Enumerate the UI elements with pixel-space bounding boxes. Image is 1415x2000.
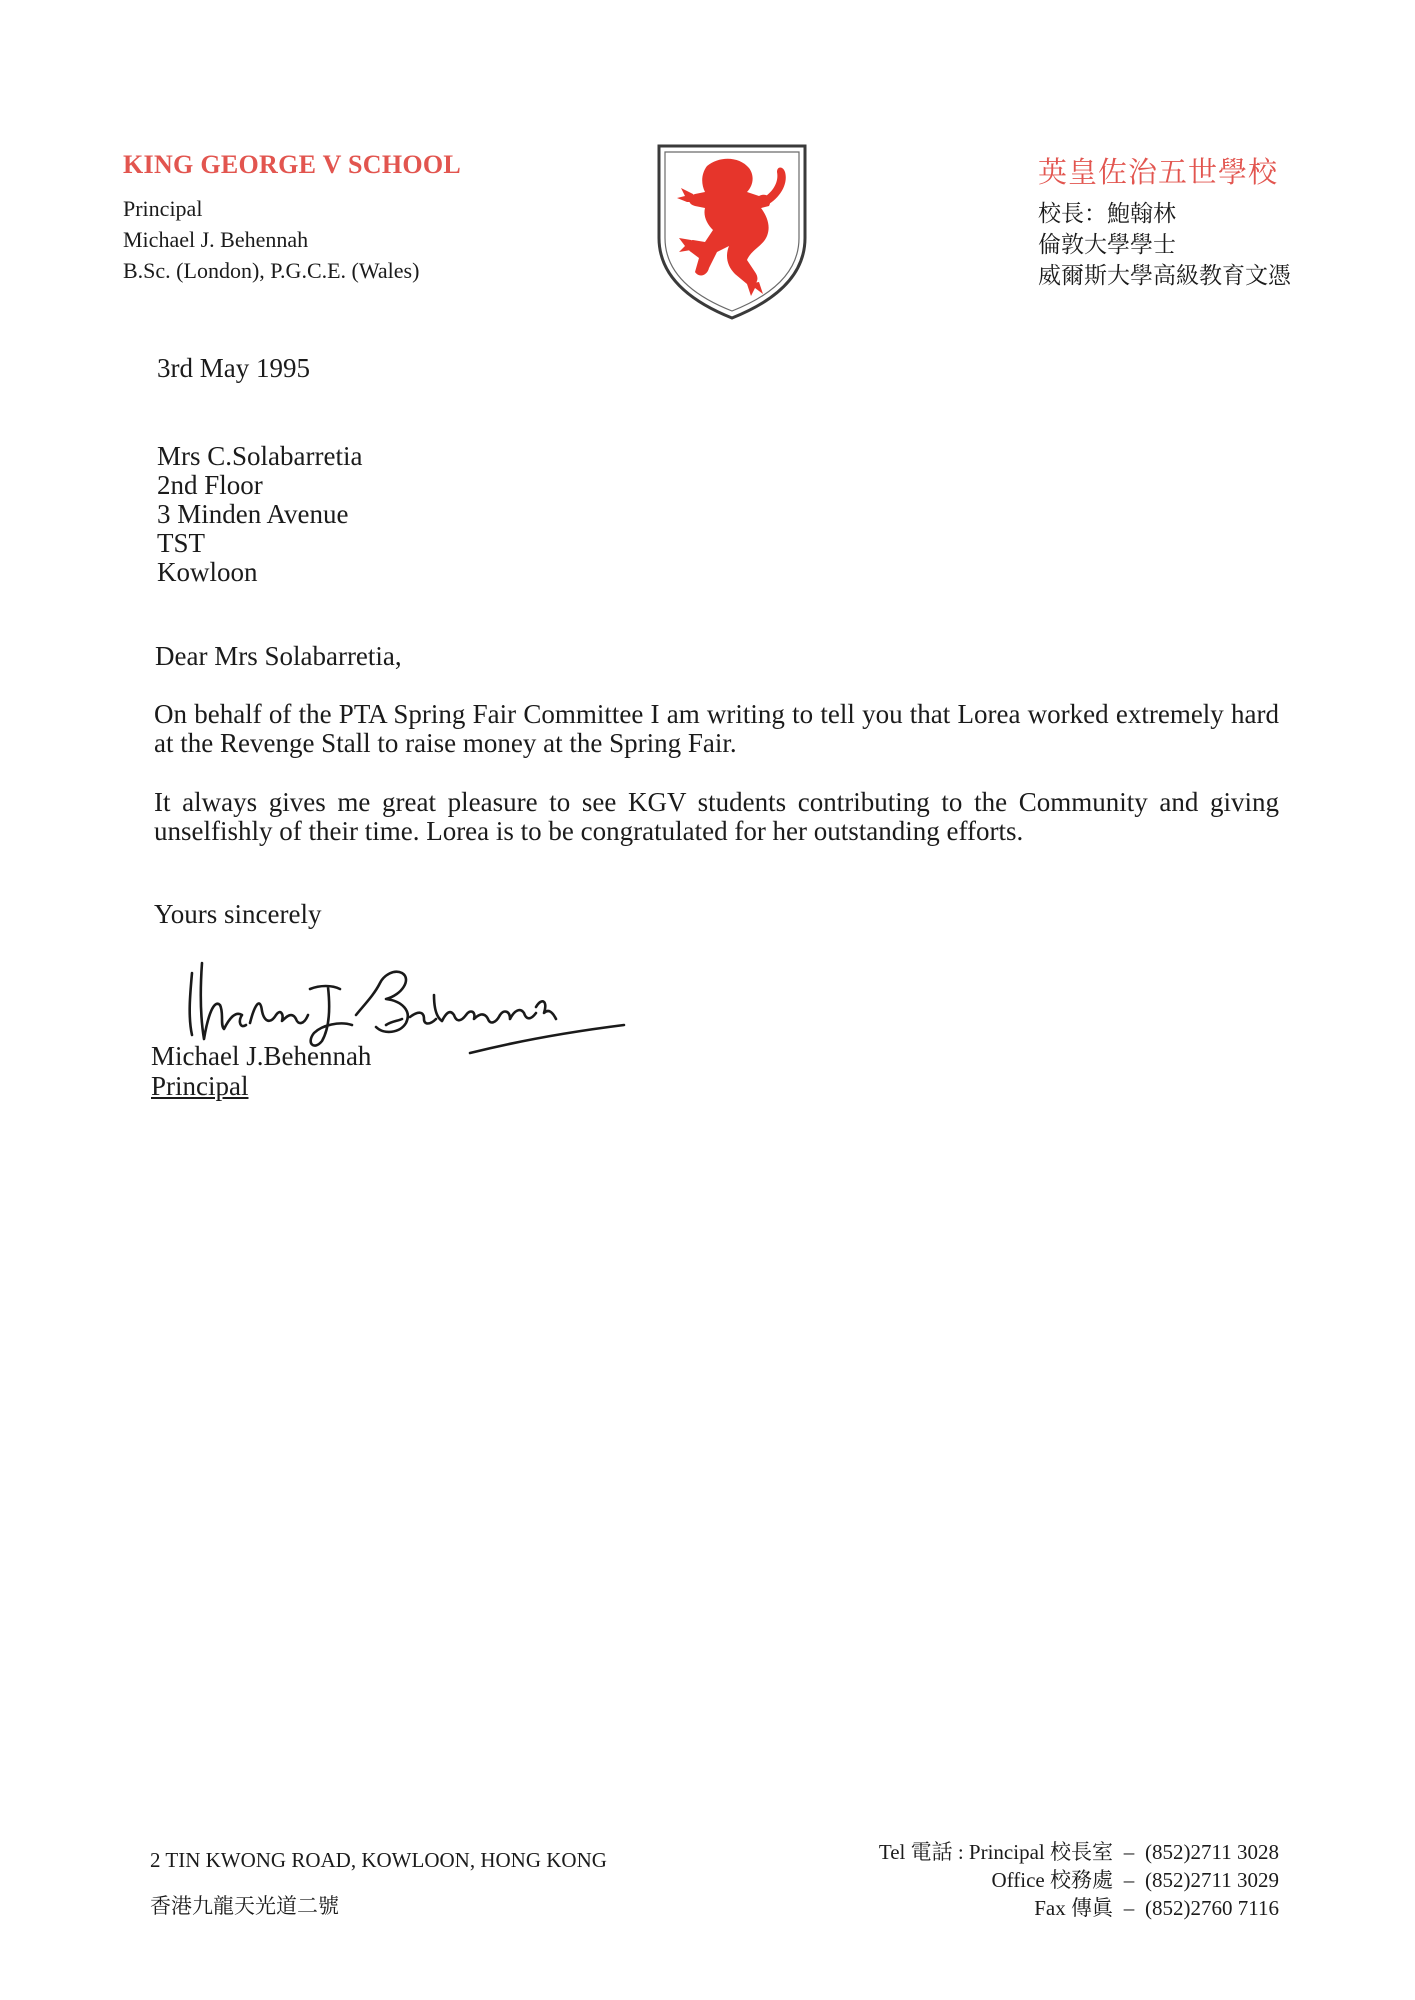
recipient-line: 2nd Floor — [157, 470, 263, 500]
body-paragraph: It always gives me great pleasure to see KGV students contributing to the Community and giving unselfishly of their time. Lorea is to be congratulated for her outstanding efforts. — [154, 787, 1279, 846]
closing: Yours sincerely — [154, 899, 322, 929]
footer-contacts — [879, 1838, 1289, 1922]
letter-date: 3rd May 1995 — [157, 353, 310, 383]
contact-row — [879, 1866, 1289, 1894]
cn-line-1: 校長：鮑翰林 — [1038, 201, 1176, 226]
recipient-line: Kowloon — [157, 557, 258, 587]
contact-label: Fax 傳眞 — [1034, 1896, 1113, 1920]
recipient-line: 3 Minden Avenue — [157, 499, 349, 529]
contact-number: (852)2711 3028 — [1145, 1840, 1279, 1864]
contact-label: Office 校務處 — [991, 1868, 1113, 1892]
school-name: KING GEORGE V SCHOOL — [123, 150, 462, 179]
principal-label: Principal — [123, 196, 203, 221]
cn-line-3: 威爾斯大學高級教育文憑 — [1038, 263, 1291, 288]
contact-dash: – — [1123, 1840, 1135, 1864]
footer-address-chinese: 香港九龍天光道二號 — [150, 1894, 339, 1918]
body-paragraph: On behalf of the PTA Spring Fair Committee I am writing to tell you that Lorea worked extremely hard at the Revenge Stall to raise money at the Spring Fair. — [154, 699, 1279, 758]
contact-label: Tel 電話 : Principal 校長室 — [878, 1840, 1113, 1864]
contact-row — [879, 1838, 1289, 1866]
recipient-line: TST — [157, 528, 206, 558]
recipient-address — [157, 442, 362, 587]
signer-title: Principal — [151, 1071, 249, 1101]
principal-qualifications: B.Sc. (London), P.G.C.E. (Wales) — [123, 258, 420, 283]
principal-info — [123, 193, 419, 286]
recipient-line: Mrs C.Solabarretia — [157, 441, 363, 471]
principal-info-chinese — [1038, 198, 1291, 291]
contact-dash: – — [1123, 1896, 1135, 1920]
contact-row — [879, 1894, 1289, 1922]
principal-name: Michael J. Behennah — [123, 227, 309, 252]
signer-name: Michael J.Behennah — [151, 1041, 372, 1071]
contact-number: (852)2711 3029 — [1145, 1868, 1279, 1892]
contact-dash: – — [1123, 1868, 1135, 1892]
contact-number: (852)2760 7116 — [1145, 1896, 1279, 1920]
salutation: Dear Mrs Solabarretia, — [155, 641, 402, 671]
footer-address: 2 TIN KWONG ROAD, KOWLOON, HONG KONG — [150, 1848, 607, 1872]
school-name-chinese: 英皇佐治五世學校 — [1038, 157, 1279, 189]
cn-line-2: 倫敦大學學士 — [1038, 232, 1176, 257]
red-lion-shield-crest-icon — [655, 142, 809, 322]
